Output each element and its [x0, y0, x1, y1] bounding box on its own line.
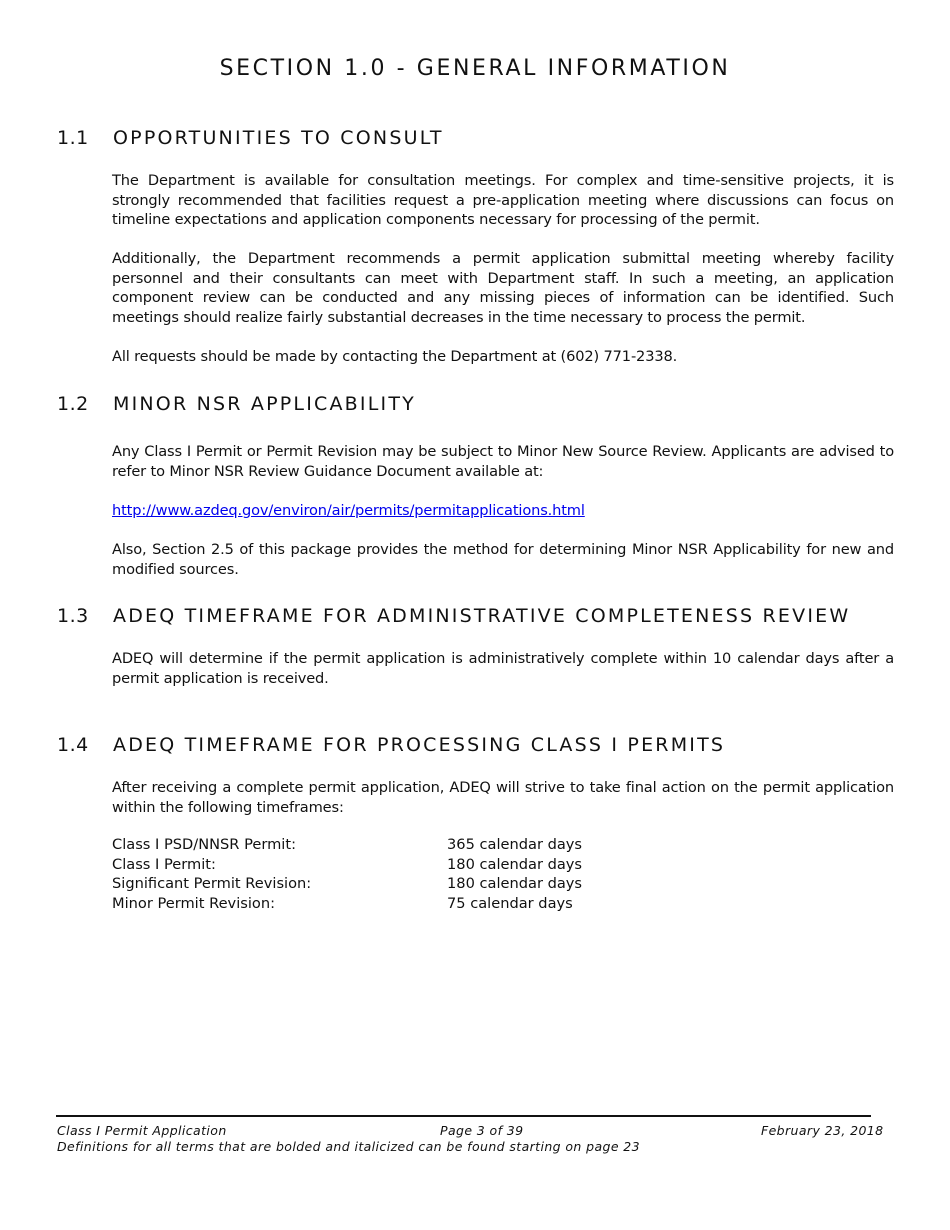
- section-heading-1-2: [57, 393, 416, 415]
- paragraph-consultation: The Department is available for consultation meetings. For complex and time-sensitive projects, it is strongly recommended that facilities request a pre-application meeting where discussions can focus on timeline expectations and application components necessary for processing of the permit.: [112, 172, 894, 229]
- section-title: ADEQ TIMEFRAME FOR ADMINISTRATIVE COMPLETENESS REVIEW: [113, 605, 851, 627]
- section-number: 1.4: [57, 734, 89, 756]
- section-title: ADEQ TIMEFRAME FOR PROCESSING CLASS I PERMITS: [113, 734, 726, 756]
- timeframe-label: Minor Permit Revision:: [112, 894, 276, 912]
- section-number: 1.2: [57, 393, 89, 415]
- permit-applications-link[interactable]: http://www.azdeq.gov/environ/air/permits/permitapplications.html: [112, 502, 585, 519]
- timeframe-value: 75 calendar days: [447, 894, 573, 912]
- section-number: 1.3: [57, 605, 89, 627]
- footer-definitions-note: Definitions for all terms that are bolded and italicized can be found starting on page 23: [57, 1139, 641, 1154]
- section-heading-1-4: [57, 734, 725, 756]
- paragraph-minor-nsr: Any Class I Permit or Permit Revision may be subject to Minor New Source Review. Applicants are advised to refer to Minor NSR Review Guidance Document available at:: [112, 443, 894, 480]
- section-title: MINOR NSR APPLICABILITY: [113, 393, 416, 415]
- timeframe-value: 365 calendar days: [447, 836, 583, 853]
- section-heading-1-3: [57, 605, 850, 627]
- paragraph-requests-contact: All requests should be made by contacting the Department at (602) 771-2338.: [112, 348, 678, 365]
- timeframe-value: 180 calendar days: [447, 855, 583, 873]
- table-row: [112, 894, 582, 914]
- paragraph-section-2-5: Also, Section 2.5 of this package provides the method for determining Minor NSR Applicability for new and modified sources.: [112, 541, 894, 578]
- timeframe-label: Class I PSD/NNSR Permit:: [112, 836, 296, 853]
- paragraph-submittal-meeting: Additionally, the Department recommends a permit application submittal meeting whereby facility personnel and their consultants can meet with Department staff. In such a meeting, an application component review can be conducted and any missing pieces of information can be identified. Such meetings should realize fairly substantial decreases in the time necessary to process the permit.: [112, 250, 894, 326]
- section-heading-1-1: [57, 127, 444, 149]
- timeframes-table: [112, 835, 582, 913]
- table-row: [112, 855, 582, 875]
- table-row: [112, 835, 582, 855]
- link-paragraph: [112, 501, 894, 521]
- footer-document-title: Class I Permit Application: [57, 1123, 227, 1138]
- footer-date: February 23, 2018: [761, 1123, 884, 1138]
- timeframe-label: Class I Permit:: [112, 855, 216, 873]
- footer-divider: [56, 1115, 871, 1117]
- paragraph-completeness: ADEQ will determine if the permit application is administratively complete within 10 calendar days after a permit application is received.: [112, 650, 894, 687]
- footer-page-number: Page 3 of 39: [440, 1123, 524, 1138]
- table-row: [112, 874, 582, 894]
- page-title: SECTION 1.0 - GENERAL INFORMATION: [219, 56, 731, 81]
- timeframe-value: 180 calendar days: [447, 875, 583, 893]
- section-number: 1.1: [57, 127, 89, 149]
- paragraph-timeframes-intro: After receiving a complete permit application, ADEQ will strive to take final action on the permit application within the following timeframes:: [112, 779, 894, 816]
- timeframe-label: Significant Permit Revision:: [112, 875, 312, 893]
- section-title: OPPORTUNITIES TO CONSULT: [113, 127, 444, 149]
